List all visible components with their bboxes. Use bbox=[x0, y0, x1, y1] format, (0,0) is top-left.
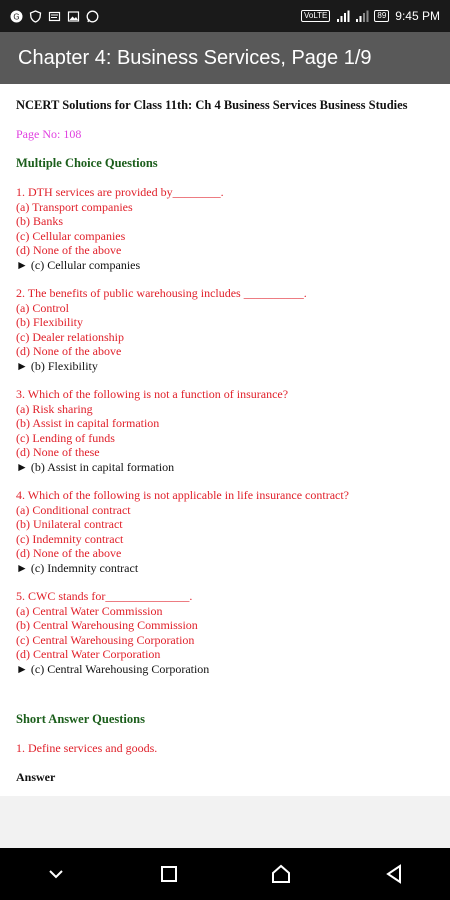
option-text: (a) Transport companies bbox=[16, 199, 133, 214]
option-text: (b) Flexibility bbox=[16, 315, 83, 329]
document-view[interactable] bbox=[0, 84, 450, 796]
question-block bbox=[16, 589, 434, 676]
message-icon bbox=[48, 10, 61, 23]
answer-text: ► (b) Flexibility bbox=[16, 358, 98, 373]
notification-icons bbox=[10, 10, 99, 23]
document-title: NCERT Solutions for Class 11th: Ch 4 Business Services Business Studies bbox=[16, 98, 408, 112]
question-block bbox=[16, 286, 434, 373]
image-icon bbox=[67, 10, 80, 23]
question-text: 1. DTH services are provided by________. bbox=[16, 185, 224, 199]
question-text: 3. Which of the following is not a function of insurance? bbox=[16, 387, 289, 401]
answer-label: Answer bbox=[16, 770, 56, 784]
option-text: (a) Conditional contract bbox=[16, 502, 131, 517]
navigation-bar bbox=[0, 848, 450, 900]
chevron-down-icon bbox=[46, 864, 66, 884]
recents-square-icon bbox=[160, 865, 178, 883]
option-text: (c) Lending of funds bbox=[16, 430, 115, 445]
option-text: (c) Dealer relationship bbox=[16, 329, 124, 344]
question-block bbox=[16, 387, 434, 474]
battery-icon: 89 bbox=[374, 10, 389, 22]
system-icons bbox=[301, 9, 440, 23]
option-text: (c) Indemnity contract bbox=[16, 531, 124, 546]
option-text: (a) Risk sharing bbox=[16, 401, 93, 416]
home-button[interactable] bbox=[261, 854, 301, 894]
shield-icon bbox=[29, 10, 42, 23]
option-text: (a) Control bbox=[16, 300, 69, 315]
signal-2-icon bbox=[355, 10, 368, 23]
whatsapp-icon bbox=[86, 10, 99, 23]
menu-button[interactable] bbox=[36, 854, 76, 894]
recents-button[interactable] bbox=[149, 854, 189, 894]
spacer bbox=[16, 690, 434, 712]
status-bar bbox=[0, 0, 450, 32]
question-text: 2. The benefits of public warehousing includes __________. bbox=[16, 286, 307, 300]
option-text: (d) None of the above bbox=[16, 546, 122, 560]
option-text: (a) Central Water Commission bbox=[16, 603, 163, 618]
svg-text:G: G bbox=[13, 12, 20, 21]
option-text: (c) Central Warehousing Corporation bbox=[16, 632, 195, 647]
blank-area bbox=[0, 796, 450, 848]
app-bar bbox=[0, 32, 450, 84]
back-triangle-icon bbox=[385, 864, 403, 884]
section-mcq-heading: Multiple Choice Questions bbox=[16, 156, 158, 170]
signal-icon bbox=[336, 10, 349, 23]
short-question-text: 1. Define services and goods. bbox=[16, 741, 158, 755]
option-text: (b) Assist in capital formation bbox=[16, 416, 160, 430]
option-text: (b) Central Warehousing Commission bbox=[16, 618, 198, 632]
home-icon bbox=[270, 864, 292, 884]
question-block bbox=[16, 488, 434, 575]
option-text: (d) None of the above bbox=[16, 344, 122, 358]
volte-badge: VoLTE bbox=[301, 10, 330, 22]
app-logo-icon bbox=[10, 10, 23, 23]
back-button[interactable] bbox=[374, 854, 414, 894]
page-title: Chapter 4: Business Services, Page 1/9 bbox=[18, 46, 372, 69]
page-number: Page No: 108 bbox=[16, 127, 82, 141]
option-text: (b) Banks bbox=[16, 214, 63, 228]
answer-text: ► (c) Indemnity contract bbox=[16, 560, 139, 575]
answer-text: ► (b) Assist in capital formation bbox=[16, 459, 175, 474]
option-text: (b) Unilateral contract bbox=[16, 517, 123, 531]
question-block bbox=[16, 185, 434, 272]
option-text: (d) Central Water Corporation bbox=[16, 647, 161, 661]
section-short-heading: Short Answer Questions bbox=[16, 712, 145, 726]
answer-text: ► (c) Cellular companies bbox=[16, 257, 141, 272]
option-text: (c) Cellular companies bbox=[16, 228, 126, 243]
option-text: (d) None of these bbox=[16, 445, 100, 459]
answer-text: ► (c) Central Warehousing Corporation bbox=[16, 661, 210, 676]
option-text: (d) None of the above bbox=[16, 243, 122, 257]
question-text: 4. Which of the following is not applicable in life insurance contract? bbox=[16, 488, 350, 502]
clock: 9:45 PM bbox=[395, 9, 440, 23]
question-text: 5. CWC stands for______________. bbox=[16, 589, 193, 603]
